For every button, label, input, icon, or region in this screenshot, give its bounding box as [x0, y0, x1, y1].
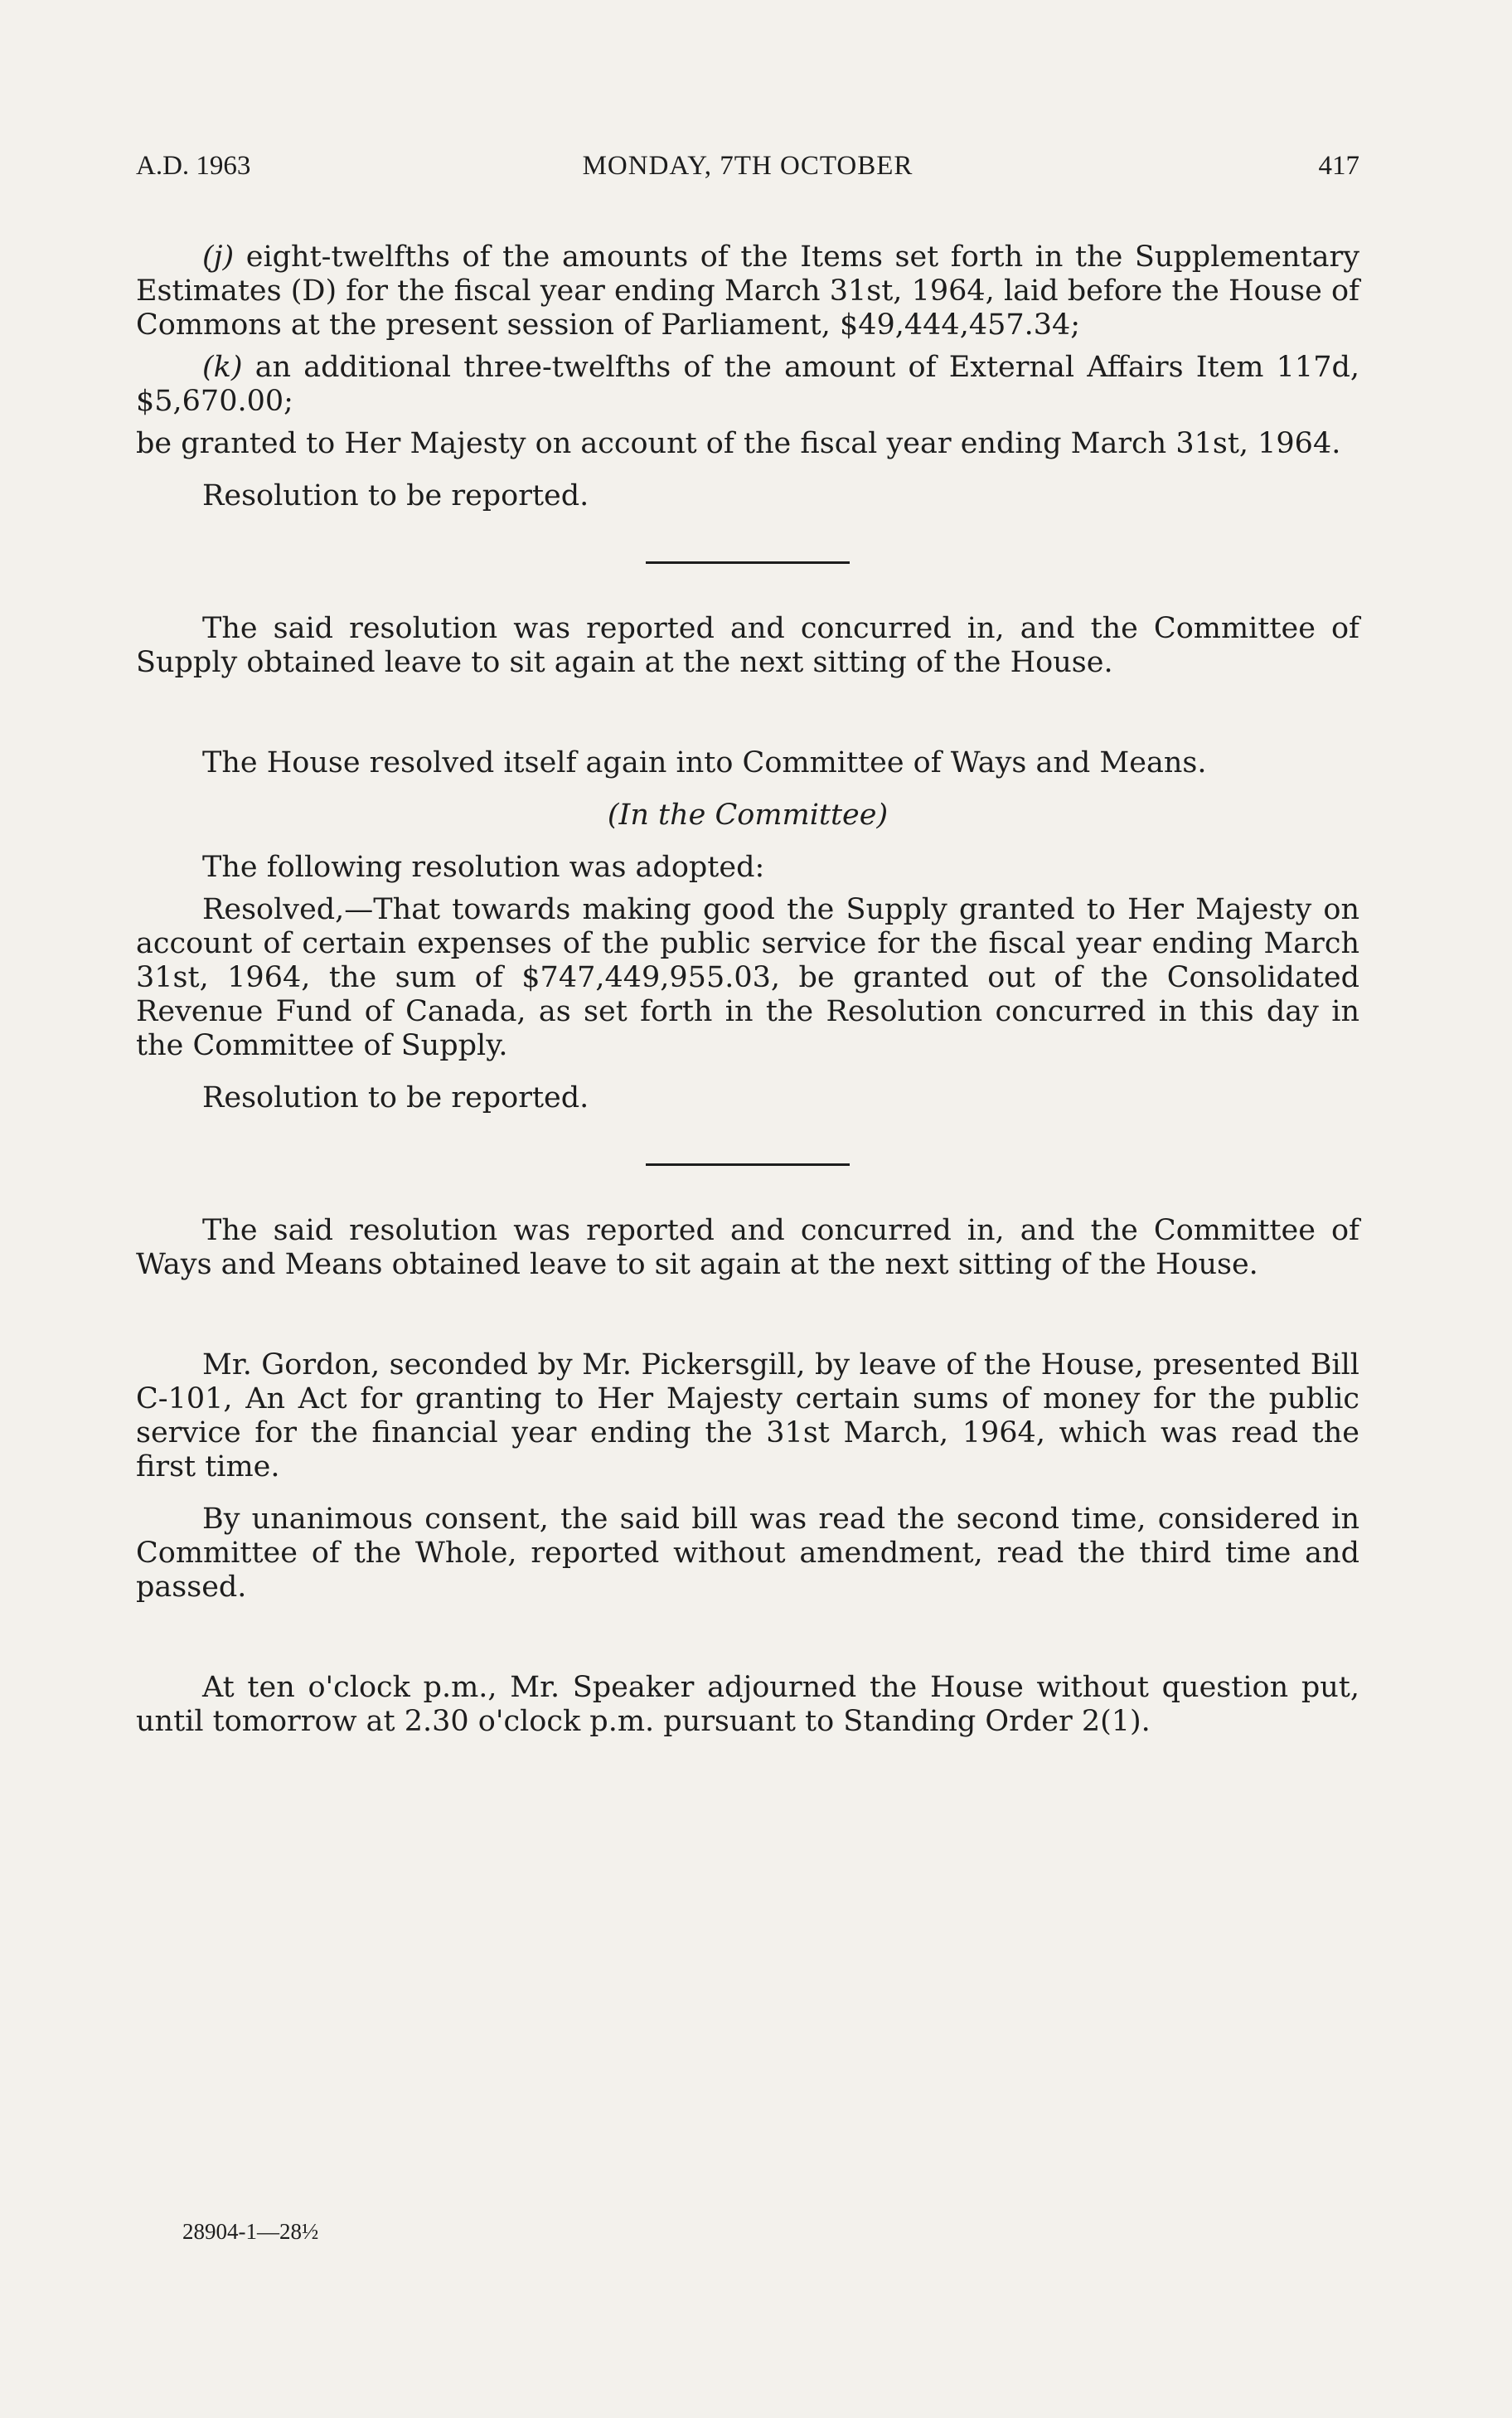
section-divider — [646, 1163, 850, 1166]
header-year: A.D. 1963 — [136, 151, 251, 181]
paragraph-reported-2: Resolution to be reported. — [202, 1081, 589, 1114]
item-k-label: (k) — [202, 351, 243, 384]
paragraph-concurred-ways: The said resolution was reported and concurred in, and the Committee of Ways and Means obtained leave to sit again at the next sitting of the House. — [136, 1214, 1359, 1281]
footer-code: 28904-1—28½ — [182, 2219, 319, 2244]
page-number: 417 — [1318, 151, 1359, 181]
item-k-text: an additional three-twelfths of the amount of External Affairs Item 117d, $5,670.00; — [136, 351, 1359, 418]
item-j-label: (j) — [202, 240, 235, 274]
paragraph-concurred-supply: The said resolution was reported and concurred in, and the Committee of Supply obtained leave to sit again at the next sitting of the House. — [136, 612, 1359, 679]
paragraph-item-j — [136, 240, 1359, 342]
page-header — [136, 151, 1359, 192]
paragraph-unanimous: By unanimous consent, the said bill was read the second time, considered in Committee of the Whole, reported without amendment, read the third time and passed. — [136, 1503, 1359, 1604]
paragraph-adjourned: At ten o'clock p.m., Mr. Speaker adjourned the House without question put, until tomorrow at 2.30 o'clock p.m. pursuant to Standing Order 2(1). — [136, 1671, 1359, 1738]
paragraph-gordon: Mr. Gordon, seconded by Mr. Pickersgill, by leave of the House, presented Bill C-101, An Act for granting to Her Majesty certain sums of money for the public service for the financial year ending the 31st March, 1964, which was read the first time. — [136, 1348, 1359, 1483]
paragraph-adopted: The following resolution was adopted: — [202, 851, 765, 884]
paragraph-item-k — [136, 351, 1359, 419]
paragraph-resolved: Resolved,—That towards making good the Supply granted to Her Majesty on account of certain expenses of the public service for the fiscal year ending March 31st, 1964, the sum of $747,449,955.03, be granted out of the Consolidated Revenue Fund of Canada, as set forth in the Resolution concurred in this day in the Committee of Supply. — [136, 893, 1359, 1062]
paragraph-granted: be granted to Her Majesty on account of the fiscal year ending March 31st, 1964. — [136, 427, 1341, 460]
section-divider — [646, 561, 850, 564]
header-date: MONDAY, 7TH OCTOBER — [582, 151, 914, 181]
page-body — [136, 240, 1359, 1739]
paragraph-reported-1: Resolution to be reported. — [202, 479, 589, 512]
paragraph-in-committee: (In the Committee) — [607, 799, 889, 832]
item-j-text: eight-twelfths of the amounts of the Items set forth in the Supplementary Estimates (D) for the fiscal year ending March 31st, 1964, laid before the House of Commons at the present session of Parliament, $49,444,457.34; — [136, 240, 1359, 342]
paragraph-ways-means: The House resolved itself again into Committee of Ways and Means. — [202, 746, 1207, 779]
